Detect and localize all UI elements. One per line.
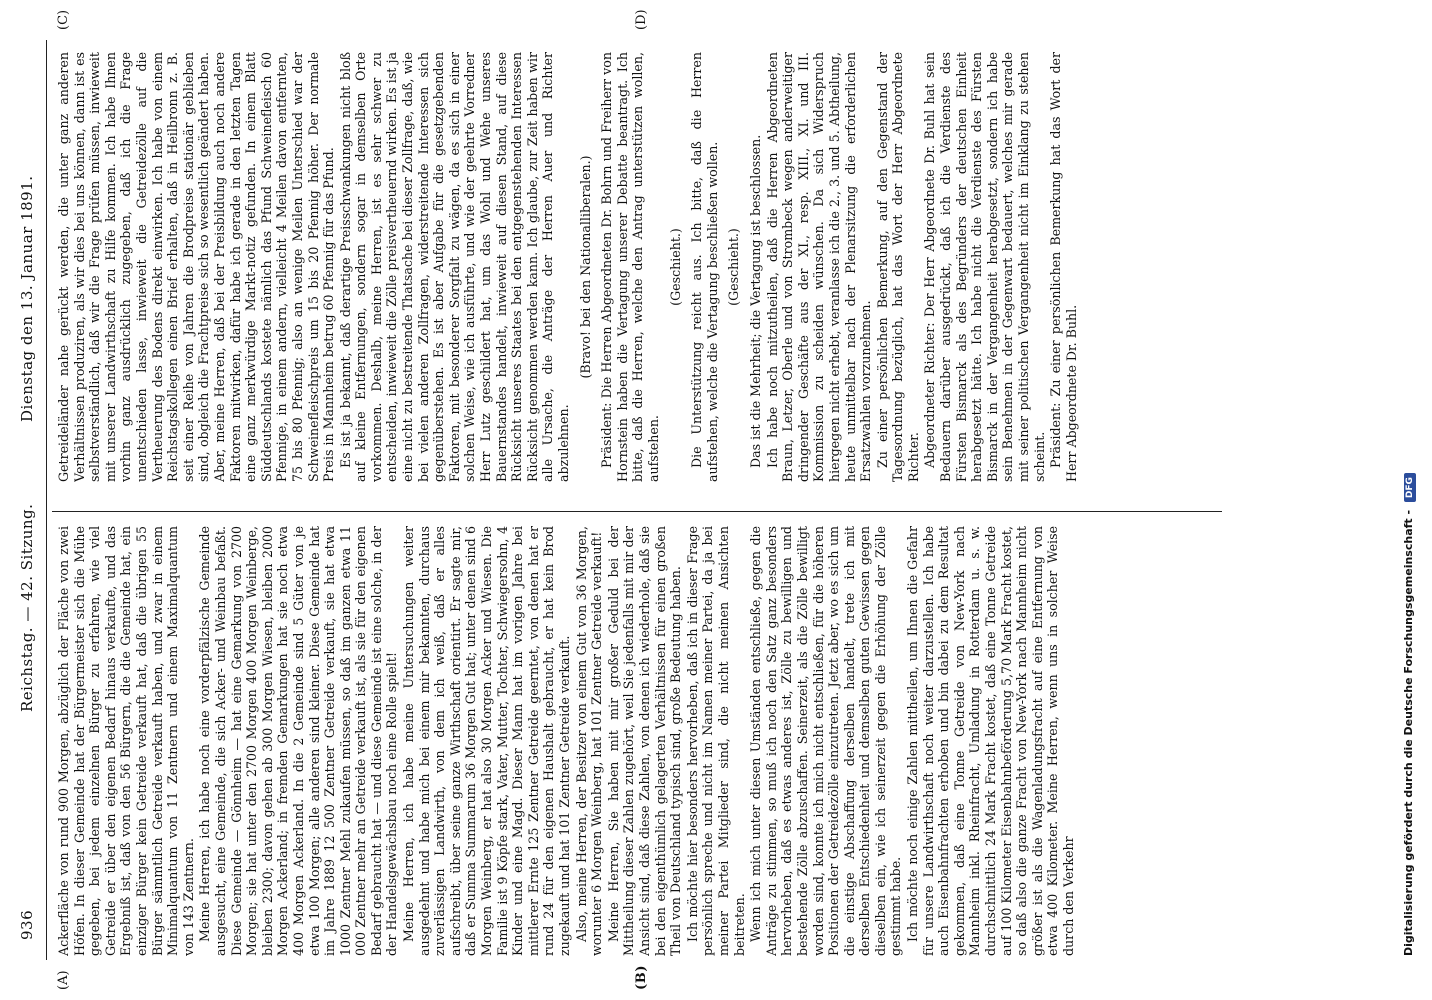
running-title-right: Dienstag den 13. Januar 1891.: [18, 175, 36, 422]
paragraph: Meine Herren, Sie haben mit mir großer Geduld bei der Mittheilung dieser Zahlen zugehört, weil Sie jedenfalls mit mir der Ansicht sind, daß diese Zahlen, von denen ich wiederhole, daß sie bei den eigenthümlich gelagerten Verhältnissen für einen großen Theil von Deutschland typisch sind, große Bedeutung haben.: [605, 526, 684, 956]
paragraph: Präsident: Die Herren Abgeordneten Dr. Bohrn und Freiherr von Hornstein haben die Vertagung unserer Debatte beantragt. Ich bitte, daß die Herren, welche den Antrag unterstützen wollen, aufstehen.: [599, 52, 661, 482]
margin-marker-c: (C): [56, 9, 71, 30]
dfg-logo: DFG: [1404, 473, 1416, 502]
paragraph: Die Unterstützung reicht aus. Ich bitte, daß die Herren aufstehen, welche die Vertagung beschließen wollen.: [689, 52, 720, 482]
paragraph: Es ist ja bekannt, daß derartige Preisschwankungen nicht bloß auf kleine Entfernungen, sondern sogar in demselben Orte vorkommen. Deshalb, meine Herren, ist es sehr schwer zu entscheiden, inwieweit die Zölle preisvertheuernd wirken. Es ist ja eine nicht zu bestreitende Thatsache bei dieser Zollfrage, daß, wie bei vielen anderen Zollfragen, widerstreitende Interessen sich gegenüberstehen. Es ist aber Aufgabe für die gesetzgebenden Faktoren, mit besonderer Sorgfalt zu wägen, da es sich in einer solchen Weise, wie ich ausführte, und wie der geehrte Vorredner Herr Lutz geschildert hat, um das Wohl und Wehe unseres Bauernstandes handelt, inwieweit auf diesen Stand, auf diese Rücksicht unseres Staates bei den entgegenstehenden Interessen Rücksicht genommen werden kann. Ich glaube, zur Zeit haben wir alle Ursache, die Anträge der Herren Auer und Richter abzulehnen.: [337, 52, 571, 482]
interjection: (Bravo! bei den Nationalliberalen.): [577, 155, 593, 379]
paragraph: Ackerfläche von rund 900 Morgen, abzüglich der Fläche von zwei Höfen. In dieser Gemeinde hat der Bürgermeister sich die Mühe gegeben, bei jedem einzelnen Bürger zu erfahren, wie viel Getreide er über den eigenen Bedarf hinaus verkaufte, und das Ergebniß ist, daß von den 56 Bürgern, die die Gemeinde hat, ein einziger Bürger kein Getreide verkauft hat, daß die übrigen 55 Bürger sämmtlich Getreide verkauft haben, und zwar in einem Minimalquantum von 11 Zentnern und einem Maximalquantum von 143 Zentnern.: [56, 526, 196, 956]
paragraph: Ich möchte noch einige Zahlen mittheilen, um Ihnen die Gefahr für unsere Landwirthschaft noch weiter darzustellen. Ich habe auch Eisenbahnfrachten erhoben und bin dabei zu dem Resultat gekommen, daß eine Tonne Getreide von New-York nach Mannheim inkl. Rheinfracht, Umladung in Rotterdam u. s. w. durchschnittlich 24 Mark Fracht kostet, daß eine Tonne Getreide auf 100 Kilometer Eisenbahnbeförderung 5,70 Mark Fracht kostet, so daß also die ganze Fracht von New-York nach Mannheim nicht größer ist als die Wagenladungsfracht auf eine Entfernung von etwa 400 Kilometer. Meine Herren, wenn uns in solcher Weise durch den Verkehr: [905, 526, 1076, 956]
paragraph: Meine Herren, ich habe meine Untersuchungen weiter ausgedehnt und habe mich bei einem mir bekannten, durchaus zuverlässigen Landwirth, von dem ich weiß, daß er alles aufschreibt, über seine ganze Wirthschaft orientirt. Er sagte mir, daß er Summa Summarum 36 Morgen Gut hat; unter denen sind 6 Morgen Weinberg, er hat also 30 Morgen Acker und Wiesen. Die Familie ist 9 Köpfe stark, Vater, Mutter, Tochter, Schwiegersohn, 4 Kinder und eine Magd. Dieser Mann hat im vorigen Jahre bei mittlerer Ernte 125 Zentner Getreide geerntet, von denen hat er rund 24 für den eigenen Haushalt gebraucht, er hat kein Brod zugekauft und hat 101 Zentner Getreide verkauft.: [401, 526, 572, 956]
paragraph: Meine Herren, ich habe noch eine vorderpfälzische Gemeinde ausgesucht, eine Gemeinde, die sich Acker- und Weinbau befaßt. Diese Gemeinde — Gönnheim — hat eine Gemarkung von 2700 Morgen; sie hat unter den 2700 Morgen 400 Morgen Weinberge, bleiben 2300; davon gehen ab 300 Morgen Wiesen, bleiben 2000 Morgen Ackerland; in fremden Gemarkungen hat sie noch etwa 400 Morgen Ackerland. In die 2 Gemeinde sind 5 Güter von je etwa 100 Morgen; alle anderen sind kleiner. Diese Gemeinde hat im Jahre 1889 12 500 Zentner Getreide verkauft, sie hat etwa 1000 Zentner Mehl zukaufen müssen, so daß im ganzen etwa 11 000 Zentner mehr an Getreide verkauft ist, als sie für den eigenen Bedarf gebraucht hat — und diese Gemeinde ist eine solche, in der der Handelsgewächsbau noch eine Rolle spielt!: [197, 526, 400, 956]
margin-marker-d: (D): [634, 9, 649, 30]
header-rule: [46, 40, 47, 960]
page-header: [14, 40, 44, 970]
page-number: 936: [18, 909, 36, 940]
margin-marker-a: (A): [56, 970, 71, 990]
left-column: [56, 526, 1206, 956]
right-column: [56, 52, 1206, 482]
paragraph: Ich habe noch mitzutheilen, daß die Herren Abgeordneten Braun, Letzer, Oberle und von Strombeck wegen anderweitiger dringender Geschäfte aus der XI., resp. XIII., XI. und III. Kommission zu scheiden wünschen. Da sich Widerspruch hiergegen nicht erhebt, veranlasse ich die 2., 3. und 5. Abtheilung, heute unmittelbar nach der Plenarsitzung die erforderlichen Ersatzwahlen vorzunehmen.: [764, 52, 874, 482]
column-divider: [52, 511, 1222, 512]
paragraph: Wenn ich mich unter diesen Umständen entschließe, gegen die Anträge zu stimmen, so muß ich noch den Satz ganz besonders hervorheben, daß es etwas anderes ist, Zölle zu bewilligen und bestehende Zölle abzuschaffen. Seinerzeit, als die Zölle bewilligt worden sind, konnte ich mich nicht entschließen, für die höheren Positionen der Getreidezölle einzutreten. Jetzt aber, wo es sich um die einstige Abschaffung derselben handelt, trete ich mit derselben Entschiedenheit und demselben guten Gewissen gegen dieselben ein, wie ich seinerzeit gegen die Erhöhung der Zölle gestimmt habe.: [748, 526, 904, 956]
digitization-credit: [1402, 56, 1416, 956]
paragraph: Also, meine Herren, der Besitzer von einem Gut von 36 Morgen, worunter 6 Morgen Weinberg, hat 101 Zentner Getreide verkauft!: [573, 526, 605, 956]
paragraph: Zu einer persönlichen Bemerkung, auf den Gegenstand der Tagesordnung bezüglich, hat das Wort der Herr Abgeordnete Richter.: [874, 52, 921, 482]
interjection: (Geschieht.): [726, 228, 742, 306]
paragraph: Abgeordneter Richter: Der Herr Abgeordnete Dr. Buhl hat sein Bedauern darüber ausgedrückt, daß ich die Verdienste des Fürsten Bismarck als des Begründers der deutschen Einheit herabgesetzt hätte. Ich habe nicht die Verdienste des Fürsten Bismarck in der Vergangenheit herabgesetzt, sondern ich habe sein Benehmen in der Gegenwart bedauert, welches mir gerade mit seiner politischen Vergangenheit nicht im Einklang zu stehen scheint.: [922, 52, 1047, 482]
running-title-left: Reichstag. — 42. Sitzung.: [18, 503, 36, 712]
paragraph: Präsident: Zu einer persönlichen Bemerkung hat das Wort der Herr Abgeordnete Dr. Buhl.: [1048, 52, 1079, 482]
paragraph: Getreideländer nahe gerückt werden, die unter ganz anderen Verhältnissen produziren, als wir dies bei uns können, dann ist es selbstverständlich, daß wir die Frage prüfen müssen, inwieweit mit unserer Landwirthschaft zu Hilfe kommen. Ich habe Ihnen vorhin ganz ausdrücklich zugegeben, daß ich die Frage unentschieden lasse, inwieweit die Getreidezölle auf die Vertheuerung des Bodens direkt einwirken. Ich habe von einem Reichstagskollegen einen Brief erhalten, daß in Heilbronn z. B. seit einer Reihe von Jahren die Brodpreise stationär geblieben sind, obgleich die Frachtpreise sich so wesentlich geändert haben. Aber, meine Herren, daß bei der Preisbildung auch noch andere Faktoren mitwirken, dafür habe ich gerade in den letzten Tagen eine ganz merkwürdige Markt-notiz gefunden. In einem Blatt Süddeutschlands kostete nämlich das Pfund Schweinefleisch 60 Pfennige, in einem andern, vielleicht 4 Meilen davon entfernten, 75 bis 80 Pfennig; also an wenige Meilen Unterschied war der Schweinefleischpreis um 15 bis 20 Pfennig höher. Der normale Preis in Mannheim betrug 60 Pfennig für das Pfund.: [56, 52, 337, 482]
paragraph: Ich möchte hier besonders hervorheben, daß ich in dieser Frage persönlich spreche und nicht im Namen meiner Partei, da ja bei meiner Partei Mitglieder sind, die nicht meinen Ansichten beitreten.: [684, 526, 747, 956]
credit-text: Digitalisierung gefördert durch die Deutsche Forschungsgemeinschaft -: [1402, 509, 1415, 956]
paragraph: Das ist die Mehrheit; die Vertagung ist beschlossen.: [747, 134, 763, 468]
margin-marker-b: (B): [634, 964, 649, 990]
interjection: (Geschieht.): [667, 228, 683, 306]
